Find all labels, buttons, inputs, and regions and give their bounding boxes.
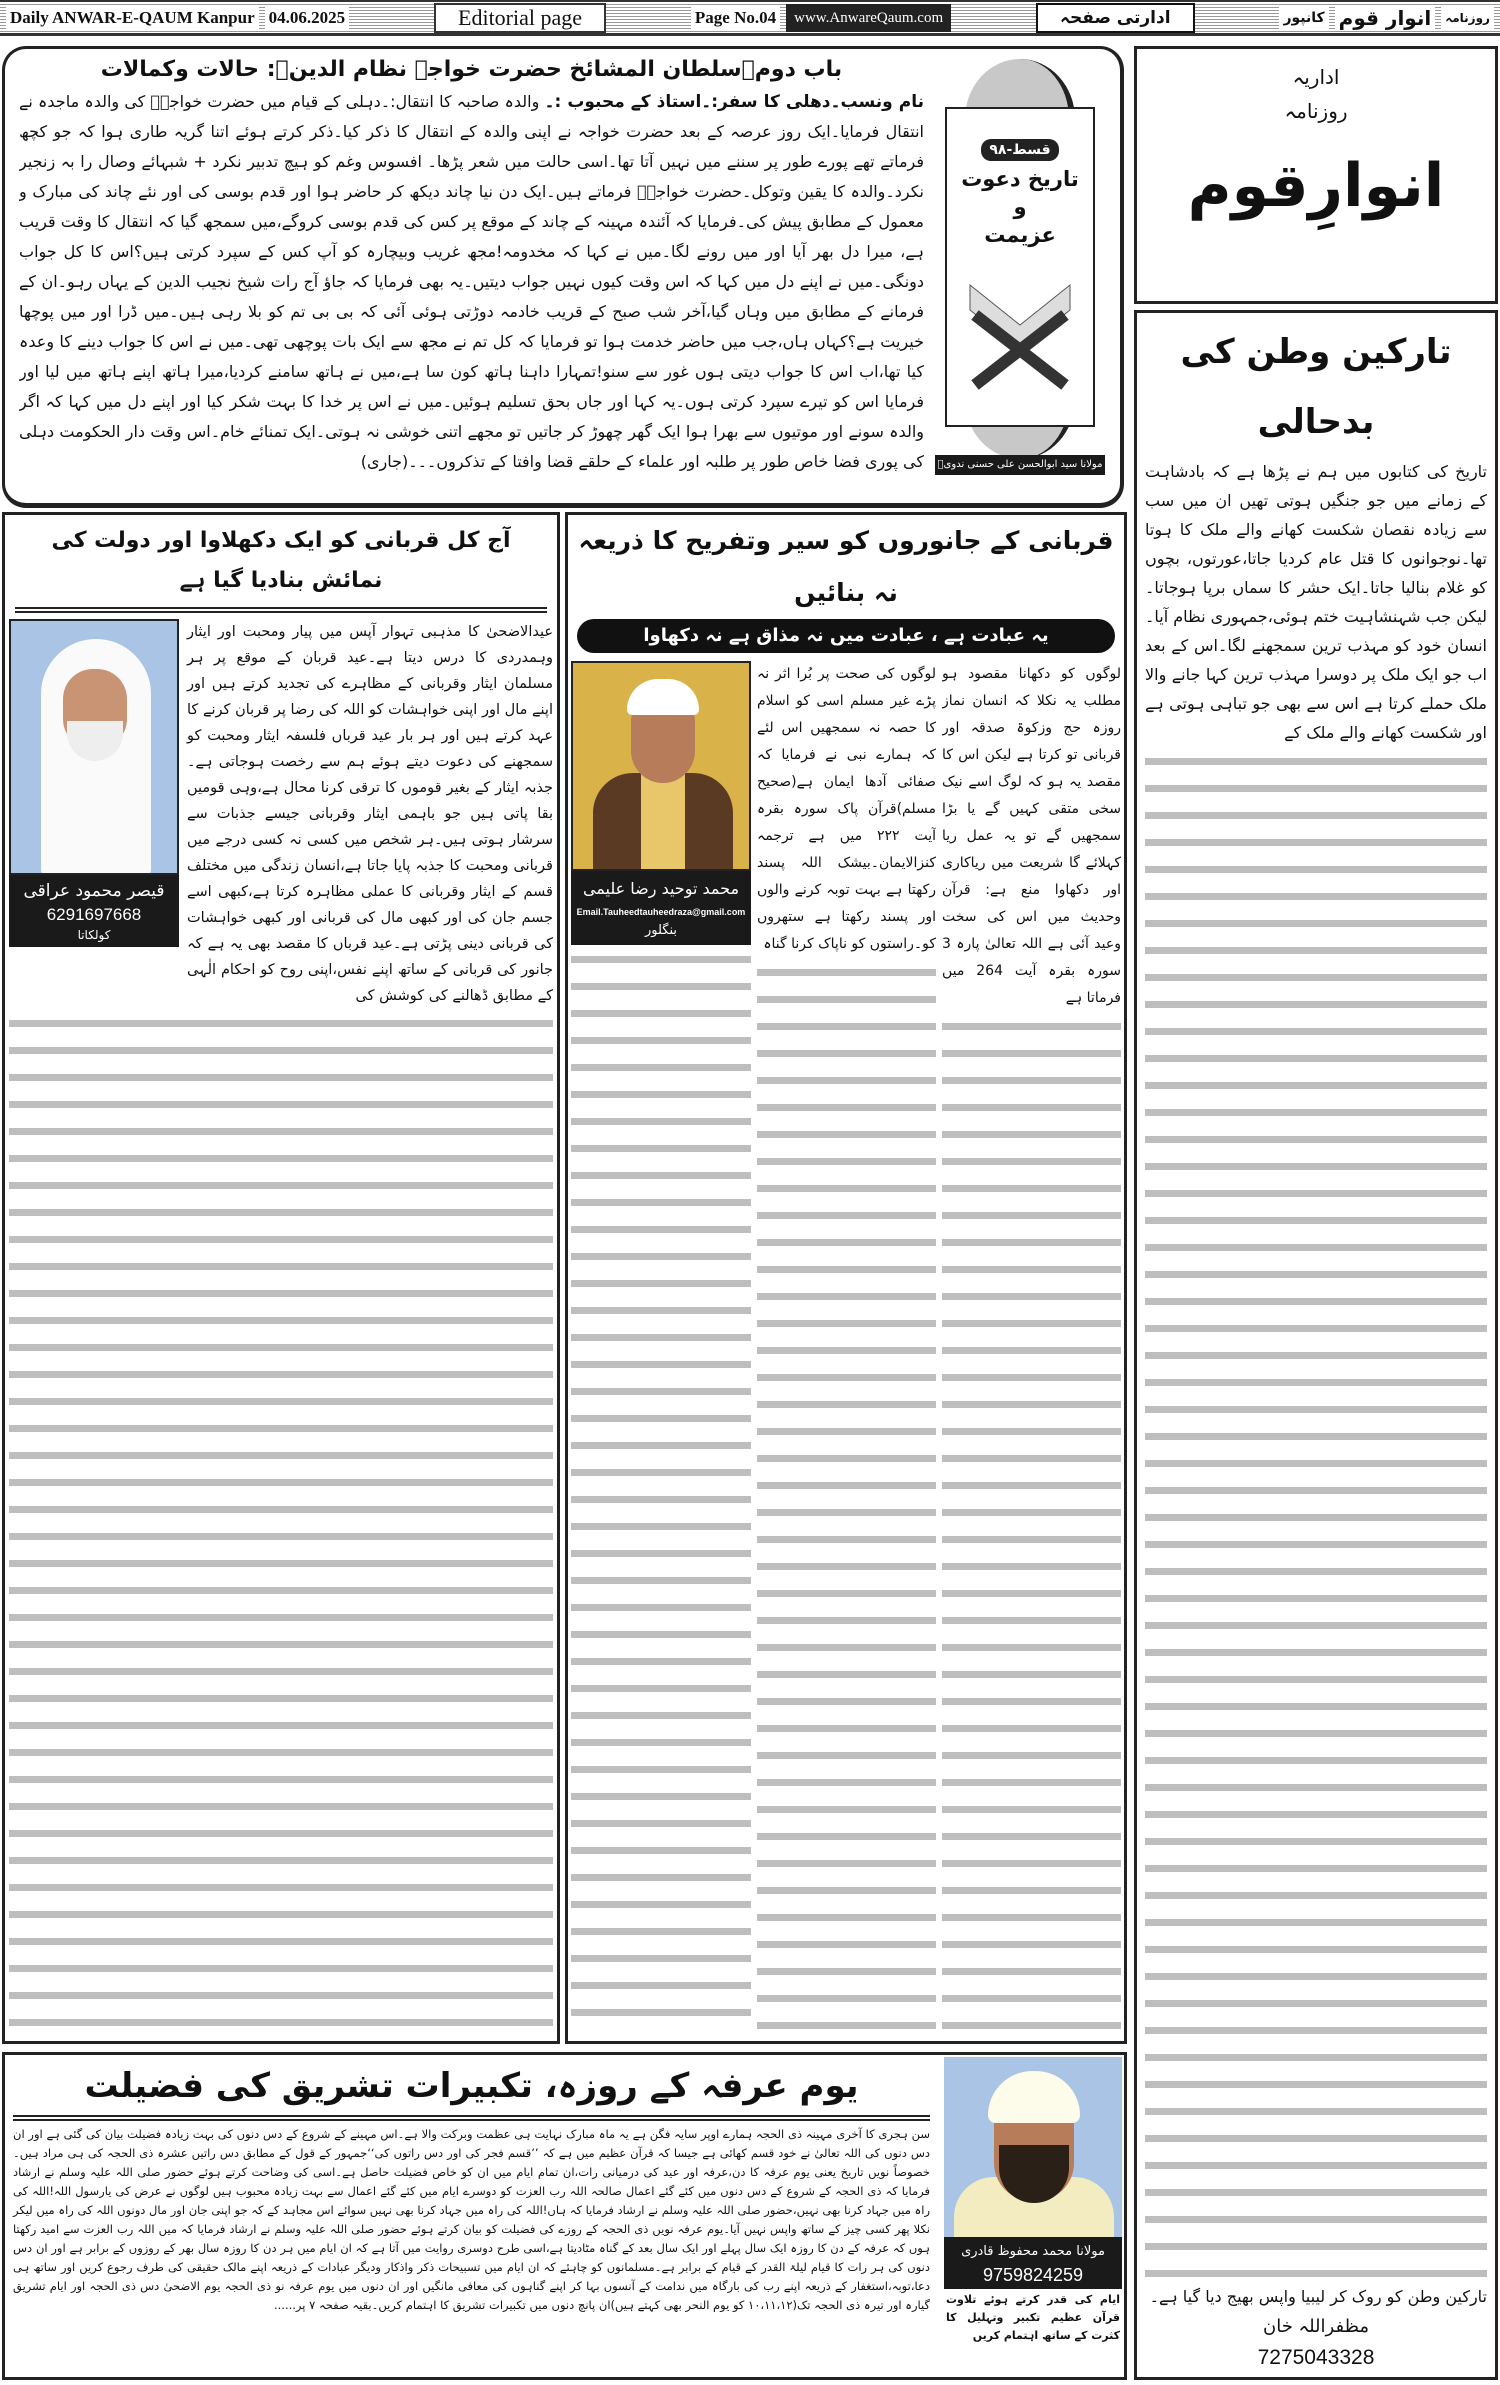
left-article-title: آج کل قربانی کو ایک دکھلاوا اور دولت کی نمائش بنادیا گیا ہے <box>15 521 547 613</box>
series-title-1: تاریخ دعوت <box>961 167 1079 191</box>
author-caption <box>9 875 179 947</box>
top-article-text: والدہ صاحبہ کا انتقال:۔دہلی کے قیام میں حضرت خواجہؒ کی والدہ ماجدہ نے انتقال فرمایا۔ایک روز عرصہ کے بعد حضرت خواجہ نے اپنی والدہ کے انتقال کا ذکر کیا۔ذکر کرتے ہوئے اتنا گریہ طاری ہوا کہ جو کچھ فرماتے تھے پورے طور پر سننے میں نہیں آتا تھا۔اسی حالت میں شعر پڑھا۔ افسوس وغم کو ہیچ تدبیر نکرد + شبہائے وصال را بہ زنجیر نکرد۔والدہ کا یقین وتوکل۔حضرت خواجہؒ فرماتے ہیں۔ایک دن نیا چاند دیکھ کر حاضر ہوا اور قدم بوسی کی اور نئے چاند کی مبارک و معمول کے مطابق پیش کی۔فرمایا کہ آئندہ مہینہ کے چاند کے موقع پر کس کی قدم بوسی کروگے،میں سمجھ گیا کہ انتقال کا وقت قریب ہے، میرا دل بھر آیا اور میں رونے لگا۔میں نے کہا کہ مخدومہ!مجھ غریب وبیچارہ کو آپ کس کے سپرد کرتی ہیں؟اس کا کل جواب دونگی۔میں نے اپنے دل میں کہا کہ اس وقت کیوں نہیں جواب دیتیں۔یہ بھی فرمایا کہ جاؤ آج رات شیخ نجیب الدین کے یہاں رہو۔ان کے فرمانے کے مطابق میں وہاں گیا،آخر شب صبح کے قریب خادمہ دوڑتی ہوئی آئی کہ بی بی تم کو بلا رہی ہیں۔میں ڈرا اور میں پوچھا خیریت ہے؟کہاں ہاں،جب میں حاضر خدمت ہوا تو فرمایا کہ کل تم نے مجھ سے ایک بات پوچھی تھی۔میں نے اس کا جواب دینے کا وعدہ کیا تھا،اب اس کا جواب دیتی ہوں غور سے سنو!تمہارا داہنا ہاتھ کون سا ہے،میں نے ہاتھ سامنے کردیا،میرا ہاتھ اپنے ہاتھ میں لیا اور فرمایا اس کو تیرے سپرد کرتی ہوں۔یہ کہا اور جاں بحق تسلیم ہوئیں۔میں نے اس پر خدا کا بہت شکر کیا اور اپنے دل میں کہا کہ اگر والدہ سونے اور موتیوں سے بھرا ہوا ایک گھر چھوڑ کر جاتیں تو مجھے اتنی خوشی نہ ہوتی۔ایک تمنائے خام۔اس وقت دار الحکومت دہلی کی پوری فضا خاص طور پر طلبہ اور علماء کے حلقے قضا وافتا کے تذکروں۔۔۔(جاری) <box>19 92 924 471</box>
series-title-2: و <box>1013 195 1027 219</box>
text-continuation <box>571 947 751 2035</box>
middle-article <box>565 512 1127 2044</box>
editorial-title: تارکین وطن کی بدحالی <box>1180 332 1452 442</box>
author-email[interactable]: Email.Tauheedtauheedraza@gmail.com <box>576 907 746 917</box>
editorial-author: مظفراللہ خان <box>1263 2316 1369 2337</box>
author-name: محمد توحید رضا علیمی <box>582 879 740 898</box>
photo-pull-quote: ایام کی قدر کرتے ہوئے تلاوت قرآن عظیم تکبیر وتہلیل کا کثرت کے ساتھ اہتمام کریں <box>946 2293 1120 2342</box>
text-continuation <box>942 1014 1121 2035</box>
open-quran-icon <box>960 255 1080 395</box>
masthead-line-1: اداریہ <box>1292 65 1340 89</box>
series-badge <box>935 59 1105 489</box>
section-label-en: Editorial page <box>434 3 606 33</box>
editorial-body: تاریخ کی کتابوں میں ہم نے پڑھا ہے کہ بادشاہت کے زمانے میں جو جنگیں ہوتی تھیں ان میں سب سے زیادہ نقصان شکست کھانے والے ملک کا ہوتا تھا۔نوجوانوں کا قتل عام کردیا جاتا،عورتوں، بچوں کو غلام بنالیا جاتا۔ایک حشر کا سماں برپا ہوجاتا۔لیکن جب شہنشاہیت ختم ہوئی،جمہوری نظام آیا۔انسان خود کو مہذب ترین سمجھنے لگا۔اس کے بعد اب جو ایک ملک پر دوسرا مہذب ترین کہا جانے والا ملک حملے کرتا ہے اس سے بھی جو تباہی ہوتی ہے اور شکست کھانے والے ملک کے <box>1144 462 1487 742</box>
author-city: کولکاتا <box>77 928 111 942</box>
author-photo <box>571 661 751 871</box>
bottom-article-title: یوم عرفہ کے روزہ، تکبیرات تشریق کی فضیلت <box>13 2057 930 2121</box>
bottom-article-body: سن ہجری کا آخری مہینہ ذی الحجہ ہمارے اوپر سایہ فگن ہے یہ ماہ مبارک نہایت ہی عظمت وبرکت والا ہے۔اس مہینے کے شروع کے دس دنوں کی بہت زیادہ فضیلت بیان کی گئی ہے اور ان دس دنوں کی اللہ تعالیٰ نے خود قسم کھائی ہے جیسا کہ قرآن عظیم میں ہے کہ ’’قسم فجر کی اور دس راتوں کی‘‘جمہور کے قول کے مطابق دس راتیں عشرہ ذی الحجہ کی ہی مراد ہیں۔خصوصاً نویں تاریخ یعنی یوم عرفہ کا دن،عرفہ اور عید کی درمیانی رات،ان تمام ایام میں ان کو خاص فضیلت حاصل ہے۔اسی کی وضاحت کرتے ہوئے حضور صلی اللہ علیہ وسلم نے ارشاد فرمایا کہ ذی الحجہ کے شروع کے دس دنوں میں کئے گئے اعمال صالحہ اللہ رب العزت کو دوسرے ایام میں کئے گئے اعمال سے بہت زیادہ محبوب ہیں لوگوں نے عرض کی یارسول اللہ!اللہ کی راہ میں جہاد کرنا بھی نہیں،حضور صلی اللہ علیہ وسلم نے ارشاد فرمایا کہ ہاں!اللہ کی راہ میں جہاد کرنا بھی نہیں سوائے اس مجاہد کے کہ جو اپنی جان اور مال دونوں اللہ کی راہ میں لیکر نکلا پھر کسی چیز کے ساتھ واپس نہیں آیا۔یوم عرفہ نویں ذی الحجہ کے روزے کی فضیلت کو بیان کرتے ہوئے حضور صلی اللہ علیہ وسلم نے ارشاد فرمایا کہ میں اللہ رب العزت سے امید رکھتا ہوں کہ عرفہ کے دن کا روزہ ایک سال پہلے اور ایک سال بعد کے گناہ مٹادیتا ہے،اسی طرح دوسری روایت میں آتا ہے کہ ان ایام میں ہر دن کا روزہ سال بھر کے روزوں کے برابر ہے اور ان دس دنوں کی ہر رات کا قیام لیلۃ القدر کے قیام کے برابر ہے۔مسلمانوں کو چاہئے کہ ان ایام میں تسبیحات ذکر واذکار ودیگر عبادات کے ذریعہ اپنے مالک حقیقی کی طرف رجوع کریں اور ساتھ ہی دعا،توبہ،استغفار کے ذریعہ اپنے رب کی بارگاہ میں ندامت کے آنسوں بہا کر اپنے گناہوں کی معافی مانگیں اور ان دنوں میں یوم عرفہ نو ذی الحجہ یوم الاضحیٰ دس ذی الحجہ اور ایام تشریق گیارہ اور تیرہ ذی الحجہ تک(۱۰،۱۱،۱۲ کو یوم النحر بھی کہتے ہیں)ان پانچ دنوں میں تکبیرات تشریق کا اہتمام کریں۔بقیہ صفحہ ۷ پر...... <box>13 2127 930 2312</box>
newspaper-header-strip <box>0 0 1500 36</box>
top-article-subheads: نام ونسب۔دھلی کا سفر:۔استاذ کے محبوب :۔ <box>544 92 924 112</box>
author-phone: 9759824259 <box>982 2265 1084 2285</box>
author-phone: 6291697668 <box>46 905 142 924</box>
website-link[interactable]: www.AnwareQaum.com <box>786 4 951 32</box>
text-continuation <box>757 960 936 2035</box>
top-article <box>2 46 1124 508</box>
author-photo <box>9 619 179 875</box>
author-photo <box>944 2057 1122 2237</box>
paper-name-en: Daily ANWAR-E-QAUM Kanpur <box>6 5 259 31</box>
author-name: قیصر محمود عراقی <box>23 881 165 901</box>
author-city: بنگلور <box>644 923 678 938</box>
middle-article-banner: یہ عبادت ہے ، عبادت میں نہ مذاق ہے نہ دکھاوا <box>577 619 1115 653</box>
text-continuation <box>1145 749 1487 2282</box>
masthead-line-2: روزنامہ <box>1284 99 1348 123</box>
page-number: Page No.04 <box>691 5 780 31</box>
author-name: مولانا محمد محفوظ قادری <box>961 2244 1105 2259</box>
editorial-closing: تارکین وطن کو روک کر لیبیا واپس بھیج دیا گیا ہے۔ <box>1149 2287 1487 2306</box>
series-title-3: عزیمت <box>984 223 1056 247</box>
middle-article-title: قربانی کے جانوروں کو سیر وتفریح کا ذریعہ نہ بنائیں <box>578 526 1114 607</box>
editorial-column <box>1134 310 1498 2380</box>
left-article-body: عیدالاضحیٰ کا مذہبی تہوار آپس میں پیار ومحبت اور ایثار وہمدردی کا درس دیتا ہے۔عید قربان کے موقع پر ہر مسلمان ایثار وقربانی کے مظاہرے کی تجدید کرتے ہیں اور اپنے مال اور اپنی خواہشات کو اللہ کی رضا پر قربان کرنے کا عہد کرتے ہیں اور ہر بار عید قرباں فلسفہ ایثار ومحبت کو سمجھنے کی دعوت دیتے ہوئے ہم سے رخصت ہوجاتی ہے۔جذبہ ایثار کے بغیر قوموں کا ترقی کرنا محال ہے،وہی قومیں بقا پاتی ہیں جو باہمی ایثار وقربانی جیسے جذبات سے سرشار ہوتی ہیں۔ہر شخص میں کسی نہ کسی درجے میں قربانی ومحبت کا جذبہ پایا جاتا ہے،انسان زندگی میں مختلف قسم کے ایثار وقربانی کا عملی مظاہرہ کرتا ہے،کبھی اسے جسم جان کی اور کبھی مال کی قربانی اور کبھی خواہشات کی قربانی دینی پڑتی ہے۔عید قرباں کا مقصد بھی یہ ہے کہ جانور کی قربانی کے ساتھ اپنے نفس،اپنی روح کو احکام الٰہی کے مطابق ڈھالنے کی کوشش کی <box>187 624 553 1004</box>
section-label-ur: ادارتی صفحہ <box>1036 3 1195 33</box>
city-ur: کانپور <box>1279 5 1328 31</box>
issue-date: 04.06.2025 <box>265 5 350 31</box>
editorial-phone: 7275043328 <box>1257 2346 1375 2369</box>
editorial-masthead <box>1134 46 1498 304</box>
middle-article-col-left: لوگوں کی صحت پر بُرا اثر نہ پڑے غیر مسلم اسی کو اسلام کا حصہ نہ سمجھیں اس لئے کہ ہمارے نبی نے فرمایا کہ صفائی آدھا ایمان ہے(صحیح مسلم)قرآن پاک سورہ بقرہ آیت ۲۲۲ میں ہے ترجمہ کنزالایمان۔بیشک اللہ پسند رکھتا ہے بہت توبہ کرنے والوں اور پسند رکھتا ہے ستھروں کو۔راستوں کو ناپاک کرنا گناہ <box>757 666 936 952</box>
paper-name-ur: انوار قوم <box>1335 5 1436 31</box>
text-continuation <box>9 1011 553 2035</box>
top-article-body <box>19 87 924 477</box>
middle-article-col-right: لوگوں کو دکھانا مقصود ہو مطلب یہ نکلا کہ انسان نماز روزہ حج وزکوۃ صدقہ اور قربانی تو کرتا ہے لیکن اس کا مقصد یہ ہو کہ لوگ اسے نیک سخی متقی کہیں گے یا بڑا سمجھیں گے تو یہ عمل ریا کہلائے گا شریعت میں ریاکاری اور دکھاوا منع ہے: قرآن وحدیث میں اس کی سخت وعید آئی ہے اللہ تعالیٰ پارہ 3 سورہ بقرہ آیت 264 میں فرماتا ہے <box>942 666 1121 1006</box>
series-author: مولانا سید ابوالحسن علی حسنی ندویؒ <box>935 455 1105 475</box>
paper-prefix-ur: روزنامہ <box>1441 5 1494 31</box>
masthead-paper-name: انوارِقوم <box>1187 151 1445 221</box>
top-article-title: باب دوم۔سلطان المشائخ حضرت خواجہ نظام الدینؒ: حالات وکمالات <box>100 57 843 82</box>
author-caption <box>944 2237 1122 2289</box>
left-article <box>2 512 560 2044</box>
series-installment: قسط-۹۸ <box>981 139 1058 161</box>
bottom-article <box>2 2052 1127 2380</box>
author-caption <box>571 871 751 945</box>
